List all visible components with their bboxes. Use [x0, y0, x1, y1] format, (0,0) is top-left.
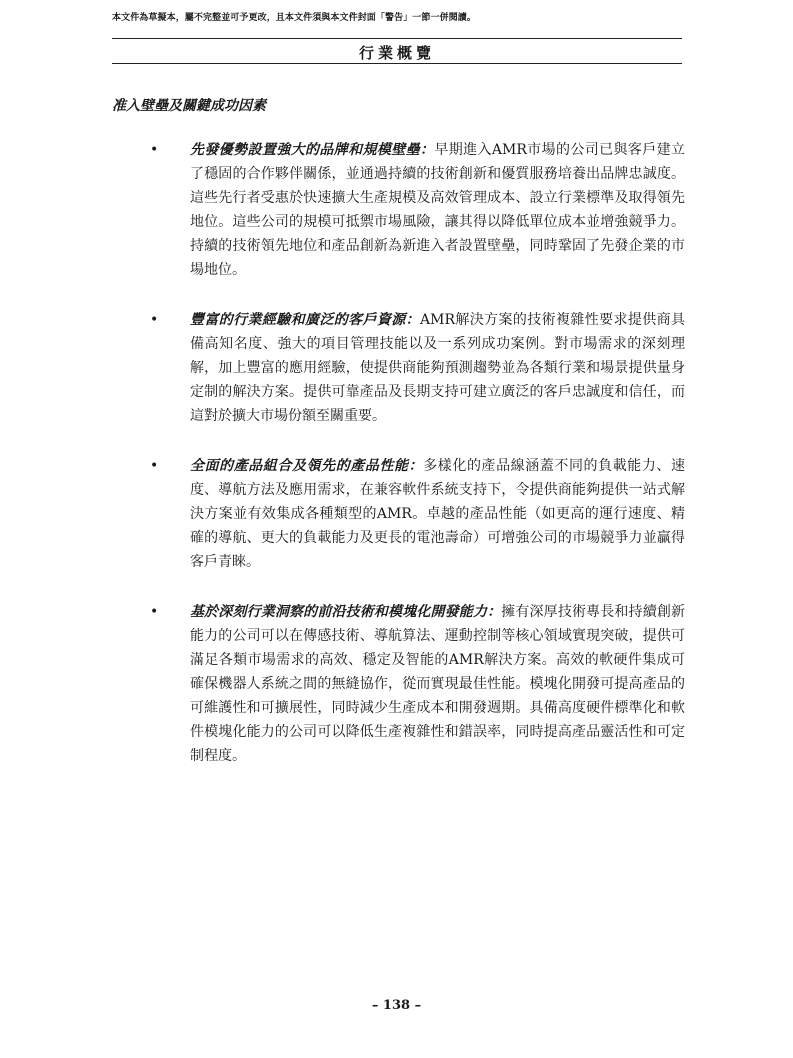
bullet-mark: • [150, 312, 159, 328]
bullet-paragraph [190, 138, 685, 282]
bullet-paragraph [190, 454, 685, 574]
bullet-paragraph [190, 600, 685, 768]
bullet-lead: 豐富的行業經驗和廣泛的客戶資源： [190, 312, 420, 328]
bullet-body: 早期進入AMR市場的公司已與客戶建立了穩固的合作夥伴關係，並通過持續的技術創新和優質服務培養出品牌忠誠度。這些先行者受惠於快速擴大生產規模及高效管理成本、設立行業標準及取得領先地位。這些公司的規模可抵禦市場風險，讓其得以降低單位成本並增強競爭力。持續的技術領先地位和產品創新為新進入者設置壁壘，同時鞏固了先發企業的市場地位。 [190, 142, 685, 278]
header-rule-top [112, 38, 682, 39]
bullet-list [140, 138, 685, 794]
bullet-mark: • [150, 142, 159, 158]
bullet-item [140, 138, 685, 282]
bullet-paragraph [190, 308, 685, 428]
section-title: 行業概覽 [358, 44, 435, 62]
bullet-mark: • [150, 458, 159, 474]
bullet-body: 多樣化的產品線涵蓋不同的負載能力、速度、導航方法及應用需求，在兼容軟件系統支持下，令提供商能夠提供一站式解決方案並有效集成各種類型的AMR。卓越的產品性能（如更高的運行速度、精確的導航、更大的負載能力及更長的電池壽命）可增強公司的市場競爭力並贏得客戶青睞。 [190, 458, 686, 570]
bullet-lead: 全面的產品組合及領先的產品性能： [190, 458, 424, 474]
bullet-item [140, 454, 685, 574]
subheading: 准入壁壘及關鍵成功因素 [112, 98, 266, 114]
bullet-mark: • [150, 604, 159, 620]
draft-disclaimer: 本文件為草擬本，屬不完整並可予更改，且本文件須與本文件封面「警告」一節一併閱讀。 [112, 13, 477, 23]
bullet-lead: 基於深刻行業洞察的前沿技術和模塊化開發能力： [190, 604, 502, 620]
bullet-item [140, 308, 685, 428]
header-rule-bottom [112, 63, 682, 64]
page-number: – 138 – [371, 998, 422, 1013]
bullet-body: AMR解決方案的技術複雜性要求提供商具備高知名度、強大的項目管理技能以及一系列成功案例。對市場需求的深刻理解，加上豐富的應用經驗，使提供商能夠預測趨勢並為各類行業和場景提供量身定制的解決方案。提供可靠產品及長期支持可建立廣泛的客戶忠誠度和信任，而這對於擴大市場份額至關重要。 [190, 312, 685, 424]
bullet-lead: 先發優勢設置強大的品牌和規模壁壘： [190, 142, 435, 158]
bullet-item [140, 600, 685, 768]
bullet-body: 擁有深厚技術專長和持續創新能力的公司可以在傳感技術、導航算法、運動控制等核心領域實現突破，提供可滿足各類市場需求的高效、穩定及智能的AMR解決方案。高效的軟硬件集成可確保機器人系統之間的無縫協作，從而實現最佳性能。模塊化開發可提高產品的可維護性和可擴展性，同時減少生產成本和開發週期。具備高度硬件標準化和軟件模塊化能力的公司可以降低生產複雜性和錯誤率，同時提高產品靈活性和可定制程度。 [190, 604, 685, 764]
